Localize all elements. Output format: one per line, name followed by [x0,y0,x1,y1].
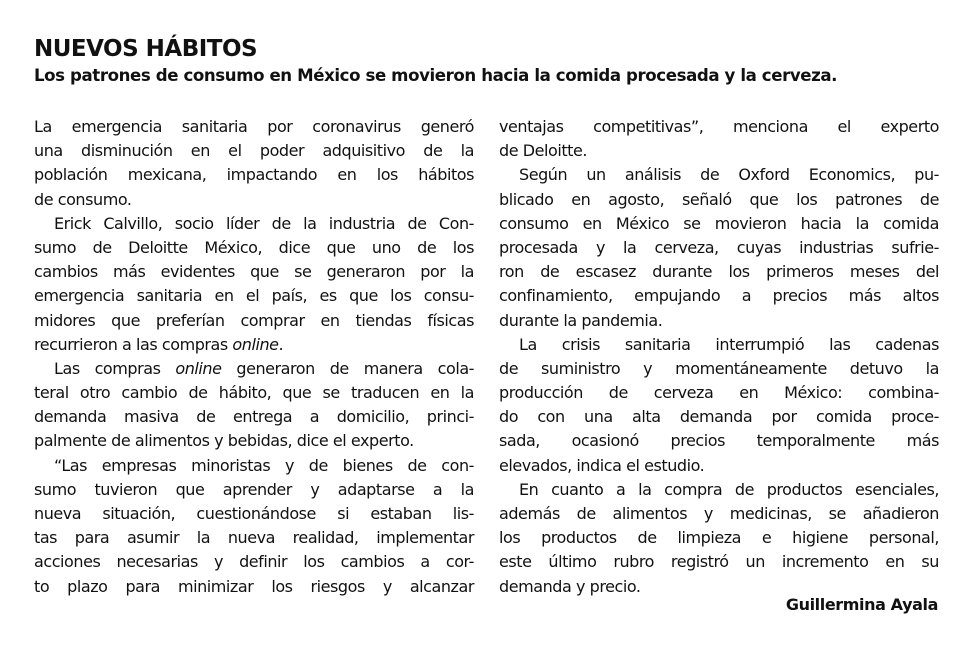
text-line: nueva situación, cuestionándose si estaban lis- [34,504,474,523]
text-line [34,333,474,357]
text-line: emergencia sanitaria en el país, es que los consu- [34,286,474,306]
article-headline: NUEVOS HÁBITOS [34,36,258,62]
text-line: sumo tuvieron que aprender y adaptarse a la [34,479,474,499]
text-line: Erick Calvillo, socio líder de la industria de Con- [54,213,474,233]
text-line: ron de escasez durante los primeros meses del [499,262,939,282]
text-line: población mexicana, impactando en los hábitos [34,165,474,185]
text-line: Según un análisis de Oxford Economics, pu- [519,165,939,185]
text-line: demanda y precio. [499,576,641,596]
text-line: producción de cerveza en México: combina- [499,383,939,403]
text-line: to plazo para minimizar los riesgos y alcanzar [34,576,474,596]
text-fragment: Las compras [54,358,176,378]
text-line: de consumo. [34,189,132,209]
text-line: elevados, indica el estudio. [499,455,705,475]
text-line: teral otro cambio de hábito, que se traducen en la [34,383,474,403]
article-byline: Guillermina Ayala [785,595,938,614]
text-line: do con una alta demanda por comida proce- [499,407,939,427]
text-line: este último rubro registró un incremento en su [499,552,939,572]
italic-term: online [175,358,222,378]
text-line: consumo en México se movieron hacia la comida [499,213,939,233]
text-line: los productos de limpieza e higiene personal, [499,528,939,548]
text-line: blicado en agosto, señaló que los patrones de [499,189,939,209]
text-line: midores que preferían comprar en tiendas físicas [34,310,474,330]
text-line: ventajas competitivas”, menciona el experto [499,117,939,136]
text-line: cambios más evidentes que se generaron por la [34,262,474,282]
text-line: acciones necesarias y definir los cambios a cor- [34,552,474,572]
text-line [34,357,474,381]
italic-term: online [232,334,279,354]
text-line: durante la pandemia. [499,310,663,330]
text-line: además de alimentos y medicinas, se añadieron [499,504,939,523]
text-line: procesada y la cerveza, cuyas industrias sufrie- [499,237,939,257]
text-line: La emergencia sanitaria por coronavirus generó [34,117,474,136]
text-line: En cuanto a la compra de productos esenciales, [519,479,939,499]
text-line: una disminución en el poder adquisitivo de la [34,141,474,161]
article-column-left [34,115,474,599]
text-line: de suministro y momentáneamente detuvo la [499,358,939,378]
text-line: confinamiento, empujando a precios más altos [499,286,939,306]
text-fragment: . [278,334,284,354]
text-line: tas para asumir la nueva realidad, implementar [34,528,474,548]
article-deck: Los patrones de consumo en México se movieron hacia la comida procesada y la cerveza. [34,66,838,85]
text-fragment: recurrieron a las compras [34,334,233,354]
article-column-right [499,115,939,599]
text-line: palmente de alimentos y bebidas, dice el experto. [34,431,414,451]
text-line: sumo de Deloitte México, dice que uno de los [34,237,474,257]
text-line: “Las empresas minoristas y de bienes de con- [54,455,474,475]
text-line: de Deloitte. [499,141,588,161]
text-line: La crisis sanitaria interrumpió las cadenas [519,334,939,354]
text-line: demanda masiva de entrega a domicilio, princi- [34,407,474,427]
text-fragment: generaron de manera cola- [221,358,474,378]
text-line: sada, ocasionó precios temporalmente más [499,431,939,451]
